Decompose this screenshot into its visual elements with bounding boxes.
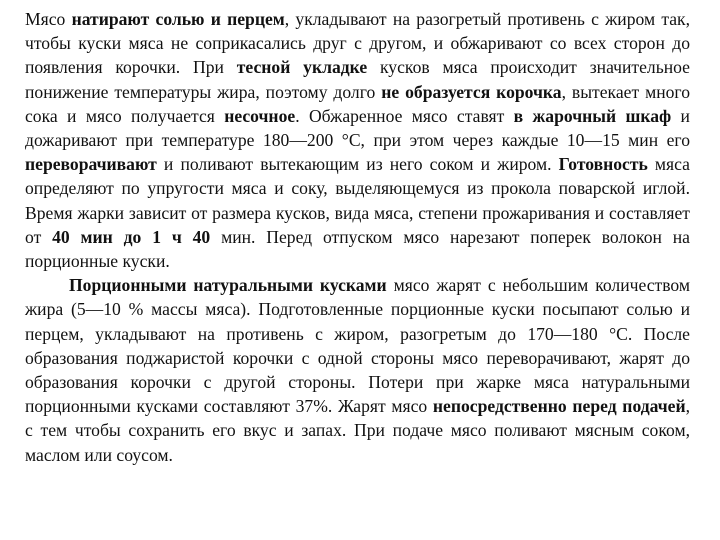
text-run: . Обжаренное мясо ставят (295, 105, 514, 126)
emphasis-run: переворачивают (25, 154, 157, 175)
text-run: , укладывают на разогретый противень с жиром так, чтобы куски мяса не соприкасались друг с другом, и обжаривают со всех сторон до появления корочки. При (25, 9, 690, 78)
text-run: кусков мяса происходит значительное понижение температуры жира, поэтому долго (25, 57, 690, 102)
text-run: , вытекает много сока и мясо получается (25, 81, 690, 126)
paragraph-portion-pieces (25, 273, 690, 467)
emphasis-run: не образуется корочка (381, 81, 562, 102)
text-run: и дожаривают при температуре 180—200 °С, при этом через каждые 10—15 мин его (25, 105, 690, 151)
text-run: мяса определяют по упругости мяса и соку, выделяющемуся из прокола поварской иглой. Время жарки зависит от размера кусков, вида мяса, степени прожаривания и составляет от (25, 154, 690, 247)
emphasis-run: в жарочный шкаф (513, 105, 672, 126)
text-run: мясо жарят с небольшим количеством жира (5—10 % массы мяса). Подготовленные порционные куски посыпают солью и перцем, укладывают на противень с жиром, разогретым до 170—180 °С. После образования поджаристой корочки с одной стороны мясо переворачивают, жарят до образования корочки с другой стороны. Потери при жарке мяса натуральными порционными кусками составляют 37%. Жарят мясо (25, 275, 690, 417)
emphasis-run: непосредственно перед подачей (432, 396, 686, 417)
emphasis-run: натирают солью и перцем (71, 9, 285, 29)
text-run: и поливают вытекающим из него соком и жиром. (156, 154, 559, 175)
text-run: Мясо (25, 9, 72, 29)
text-run: мин. Перед отпуском мясо нарезают поперек волокон на порционные куски. (25, 226, 690, 272)
emphasis-run: Порционными натуральными кусками (69, 275, 387, 296)
emphasis-run: несочное (224, 105, 296, 126)
emphasis-run: 40 мин до 1 ч 40 (52, 226, 211, 247)
emphasis-run: тесной укладке (236, 57, 368, 78)
text-run: , с тем чтобы сохранить его вкус и запах. При подаче мясо поливают мясным соком, маслом или соусом. (25, 396, 690, 465)
paragraph-roasting-large-pieces (25, 7, 690, 273)
emphasis-run: Готовность (558, 154, 648, 175)
